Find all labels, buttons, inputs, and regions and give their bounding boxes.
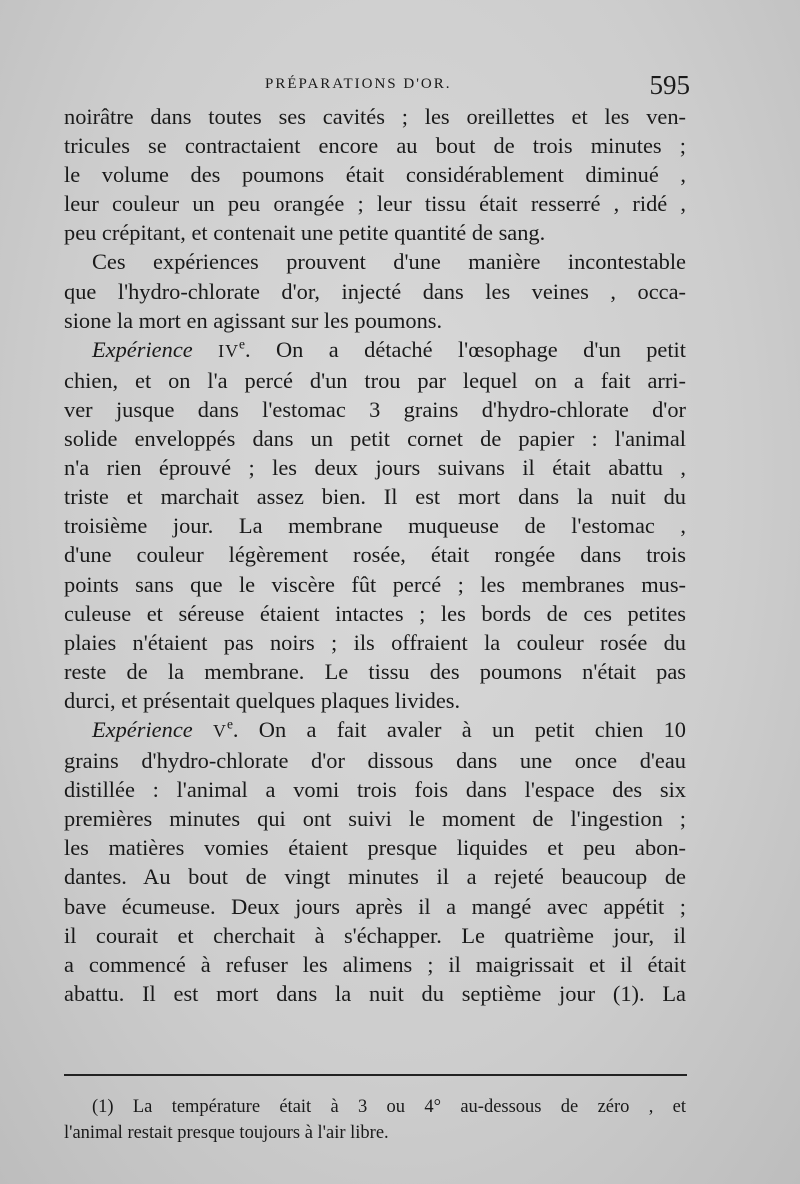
text-line: reste de la membrane. Le tissu des poumons n'était pas <box>64 658 686 684</box>
text-line: points sans que le viscère fût percé ; les membranes mus- <box>64 571 686 597</box>
text-line: Ces expériences prouvent d'une manière incontestable <box>92 249 686 275</box>
body-text <box>64 102 686 1008</box>
text-line: ver jusque dans l'estomac 3 grains d'hydro-chlorate d'or <box>64 396 686 422</box>
text-line: distillée : l'animal a vomi trois fois dans l'espace des six <box>64 777 686 803</box>
text-fragment: . On a détaché l'œsophage d'un petit <box>245 336 686 362</box>
text-line: triste et marchait assez bien. Il est mort dans la nuit du <box>64 484 686 510</box>
text-line: solide enveloppés dans un petit cornet de papier : l'animal <box>64 426 686 452</box>
experiment-heading-line <box>64 715 686 746</box>
text-line: troisième jour. La membrane muqueuse de l'estomac , <box>64 513 686 539</box>
text-line: d'une couleur légèrement rosée, était rongée dans trois <box>64 542 686 568</box>
text-line: grains d'hydro-chlorate d'or dissous dans une once d'eau <box>64 748 686 774</box>
text-fragment: . On a fait avaler à un petit chien 10 <box>232 716 686 742</box>
text-line: le volume des poumons était considérablement diminué , <box>64 162 686 188</box>
text-line: culeuse et séreuse étaient intactes ; les bords de ces petites <box>64 600 686 626</box>
footnote-divider <box>64 1074 687 1076</box>
footnote <box>64 1094 686 1146</box>
text-line: sione la mort en agissant sur les poumons. <box>64 307 443 333</box>
text-line: il courait et cherchait à s'échapper. Le quatrième jour, il <box>64 922 686 948</box>
text-line: durci, et présentait quelques plaques livides. <box>64 687 461 713</box>
text-line: leur couleur un peu orangée ; leur tissu était resserré , ridé , <box>64 191 686 217</box>
experiment-label: Expérience <box>92 716 193 742</box>
text-line: a commencé à refuser les alimens ; il maigrissait et il était <box>64 951 686 977</box>
experiment-numeral: V <box>213 720 227 741</box>
text-line: que l'hydro-chlorate d'or, injecté dans les veines , occa- <box>64 278 686 304</box>
experiment-label: Expérience <box>92 336 193 362</box>
footnote-line: l'animal restait presque toujours à l'air libre. <box>64 1123 389 1143</box>
text-line: dantes. Au bout de vingt minutes il a rejeté beaucoup de <box>64 864 686 890</box>
text-line: plaies n'étaient pas noirs ; ils offraient la couleur rosée du <box>64 629 686 655</box>
text-line: les matières vomies étaient presque liquides et peu abon- <box>64 835 686 861</box>
text-line: chien, et on l'a percé d'un trou par lequel on a fait arri- <box>64 367 686 393</box>
text-line: peu crépitant, et contenait une petite quantité de sang. <box>64 220 546 246</box>
text-line: n'a rien éprouvé ; les deux jours suivans il était abattu , <box>64 455 686 481</box>
text-line: premières minutes qui ont suivi le moment de l'ingestion ; <box>64 806 686 832</box>
text-line: noirâtre dans toutes ses cavités ; les oreillettes et les ven- <box>64 104 686 129</box>
experiment-numeral: IV <box>218 340 240 361</box>
ordinal-sup: e <box>226 716 233 732</box>
experiment-heading-line <box>64 335 686 366</box>
footnote-line: (1) La température était à 3 ou 4° au-dessous de zéro , et <box>92 1097 686 1117</box>
text-line: abattu. Il est mort dans la nuit du septième jour (1). La <box>64 980 686 1006</box>
ordinal-sup: e <box>239 336 245 352</box>
text-line: bave écumeuse. Deux jours après il a mangé avec appétit ; <box>64 893 686 919</box>
running-title: PRÉPARATIONS D'OR. <box>265 76 452 92</box>
text-line: tricules se contractaient encore au bout de trois minutes ; <box>64 133 686 159</box>
page-number: 595 <box>649 70 690 100</box>
